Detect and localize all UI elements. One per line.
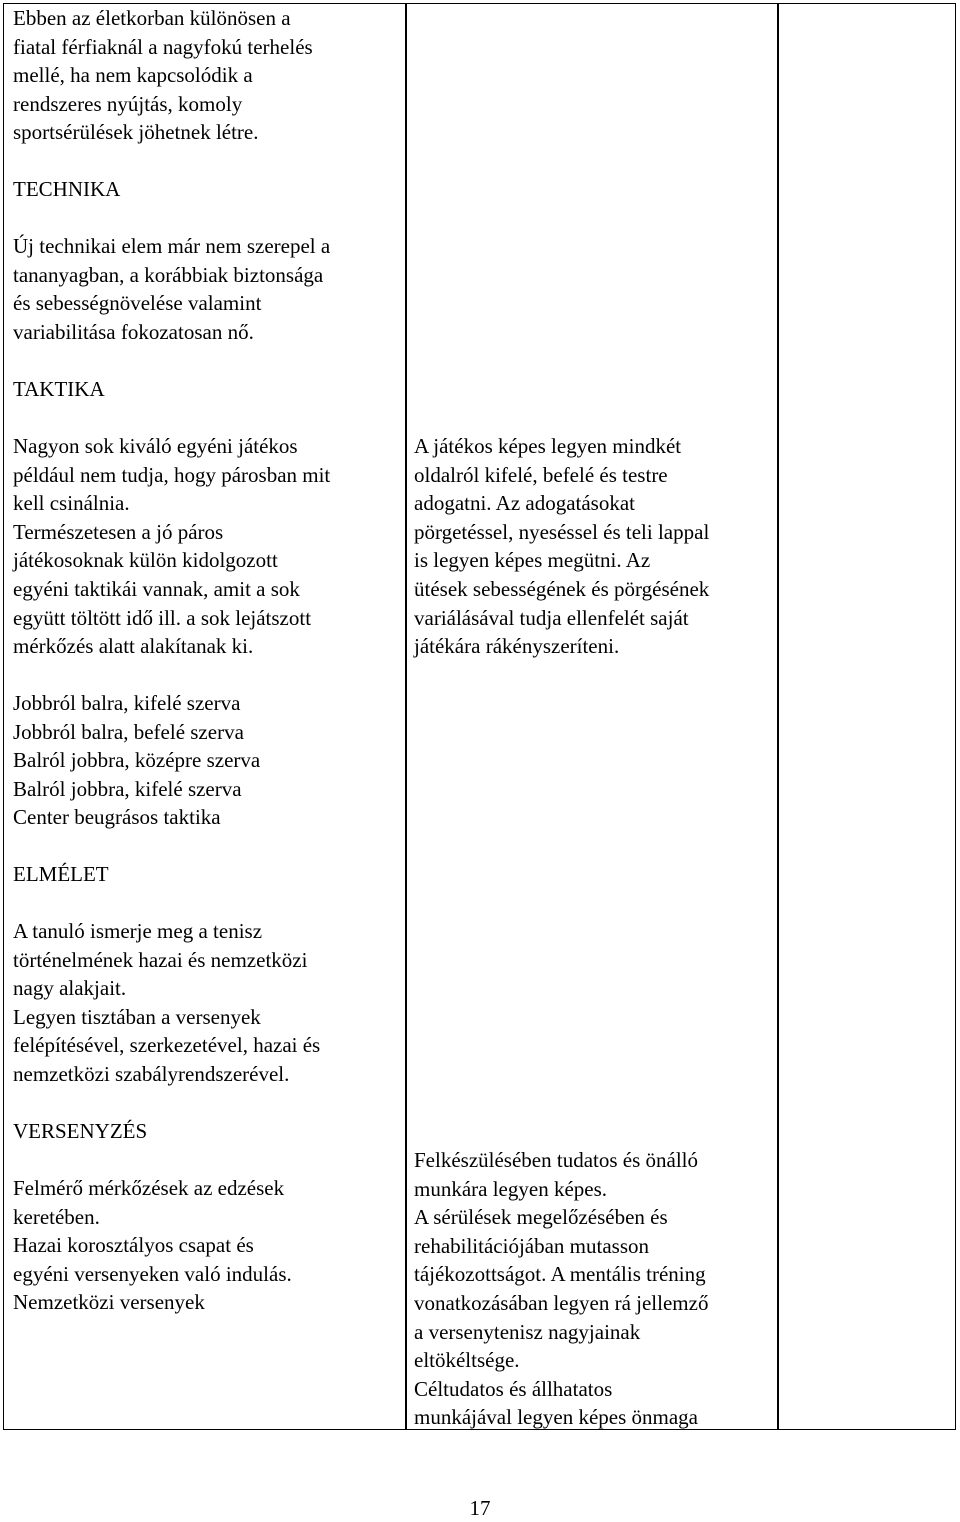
versenyzes-paragraph: Felmérő mérkőzések az edzések keretében. Hazai korosztályos csapat és egyéni versenyeken való indulás. Nemzetközi versenyek bbox=[13, 1176, 292, 1315]
heading-elmelet: ELMÉLET bbox=[13, 862, 109, 886]
column-divider bbox=[777, 4, 779, 1429]
heading-technika: TECHNIKA bbox=[13, 177, 121, 201]
column-divider bbox=[405, 4, 407, 1429]
heading-versenyzes: VERSENYZÉS bbox=[13, 1119, 148, 1143]
versenyzes-requirements: Felkészülésében tudatos és önálló munkára legyen képes. A sérülések megelőzésében és rehabilitációjában mutasson tájékozottságot. A mentális tréning vonatkozásában legyen rá jellemző a versenytenisz nagyjainak eltökéltsége. Céltudatos és állhatatos munkájával legyen képes önmaga bbox=[414, 1148, 709, 1430]
page-number: 17 bbox=[469, 1496, 491, 1520]
elmelet-paragraph: A tanuló ismerje meg a tenisz történelmének hazai és nemzetközi nagy alakjait. Legyen tisztában a versenyek felépítésével, szerkezetével, hazai és nemzetközi szabályrendszerével. bbox=[13, 919, 321, 1086]
heading-taktika: TAKTIKA bbox=[13, 377, 105, 401]
taktika-requirements: A játékos képes legyen mindkét oldalról kifelé, befelé és testre adogatni. Az adogatásokat pörgetéssel, nyeséssel és teli lappal is legyen képes megütni. Az ütések sebességének és pörgésének variálásával tudja ellenfelét saját játékára rákényszeríteni. bbox=[414, 434, 710, 659]
technika-paragraph: Új technikai elem már nem szerepel a tananyagban, a korábbiak biztonsága és sebességnövelése valamint variabilitása fokozatosan nő. bbox=[13, 234, 331, 344]
intro-paragraph: Ebben az életkorban különösen a fiatal férfiaknál a nagyfokú terhelés mellé, ha nem kapcsolódik a rendszeres nyújtás, komoly sportsérülések jöhetnek létre. bbox=[13, 6, 313, 145]
taktika-paragraph: Nagyon sok kiváló egyéni játékos például nem tudja, hogy párosban mit kell csinálnia. Természetesen a jó páros játékosoknak külön kidolgozott egyéni taktikái vannak, amit a sok együtt töltött idő ill. a sok lejátszott mérkőzés alatt alakítanak ki. bbox=[13, 434, 331, 659]
serve-tactics-list: Jobbról balra, kifelé szerva Jobbról balra, befelé szerva Balról jobbra, középre szerva Balról jobbra, kifelé szerva Center beugrásos taktika bbox=[13, 691, 261, 830]
